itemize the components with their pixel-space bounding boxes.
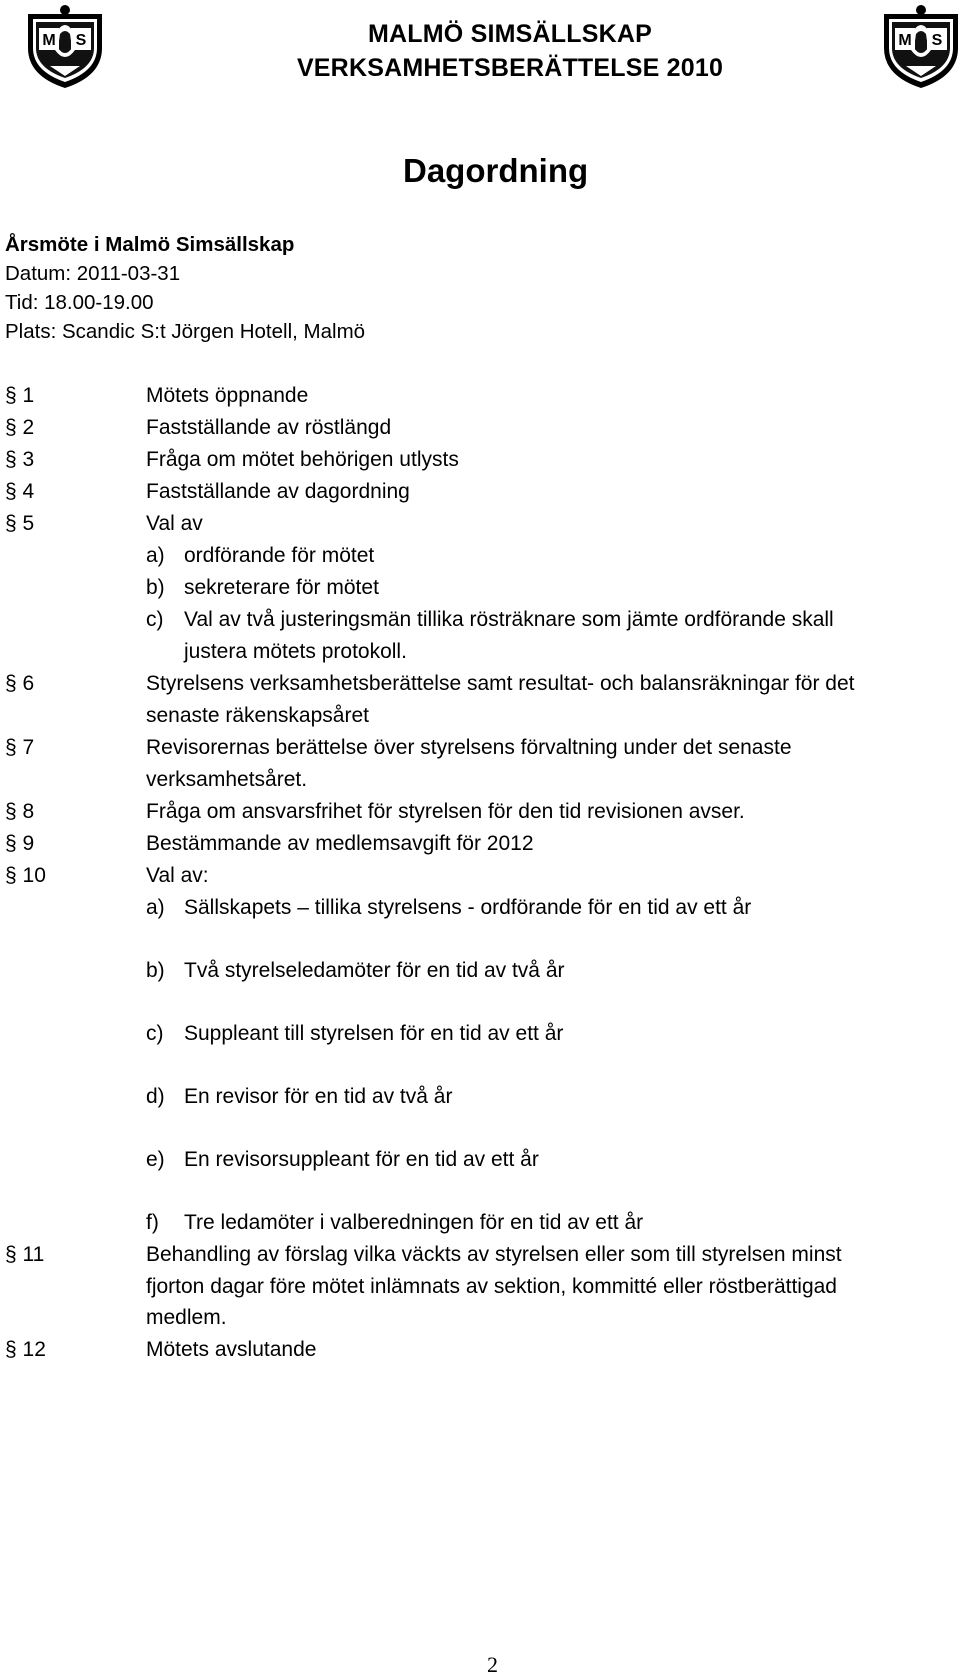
meeting-date: Datum: 2011-03-31 xyxy=(5,262,181,285)
sub-item-text: Suppleant till styrelsen för en tid av ett år xyxy=(184,1022,564,1045)
agenda-item-text xyxy=(146,732,946,795)
agenda-item-text: Fråga om ansvarsfrihet för styrelsen för den tid revisionen avser. xyxy=(146,800,745,823)
sub-item xyxy=(146,1144,946,1176)
agenda-item-text xyxy=(146,668,946,731)
agenda-item-line: senaste räkenskapsåret xyxy=(146,703,369,727)
section-number: § 2 xyxy=(5,416,35,439)
agenda-item-line: Revisorernas berättelse över styrelsens förvaltning under det senaste xyxy=(146,736,792,759)
sub-item xyxy=(146,572,946,604)
section-number: § 11 xyxy=(5,1243,45,1266)
sub-item-label: c) xyxy=(146,608,164,631)
sub-item-text: En revisor för en tid av två år xyxy=(184,1085,453,1108)
section-number: § 1 xyxy=(5,384,35,407)
section-number: § 4 xyxy=(5,480,35,503)
sub-item-label: e) xyxy=(146,1148,165,1171)
agenda-item-line: verksamhetsåret. xyxy=(146,767,308,791)
logo-letter-s: S xyxy=(75,32,87,49)
agenda-item-text xyxy=(146,1239,946,1334)
agenda-item-text: Bestämmande av medlemsavgift för 2012 xyxy=(146,832,534,855)
section-number: § 9 xyxy=(5,832,35,855)
sub-item-label: d) xyxy=(146,1085,165,1108)
sub-item xyxy=(146,1081,946,1113)
club-crest-logo-right xyxy=(876,4,960,90)
agenda-item-line: Behandling av förslag vilka väckts av styrelsen eller som till styrelsen minst xyxy=(146,1243,842,1266)
section-number: § 5 xyxy=(5,512,35,535)
sub-item-label: a) xyxy=(146,544,165,567)
agenda-item-line: medlem. xyxy=(146,1306,227,1329)
page-title: Dagordning xyxy=(403,152,589,189)
section-number: § 7 xyxy=(5,736,35,759)
sub-item-text: Sällskapets – tillika styrelsens - ordförande för en tid av ett år xyxy=(184,896,752,919)
agenda-item-line: Styrelsens verksamhetsberättelse samt resultat- och balansräkningar för det xyxy=(146,672,855,695)
agenda-item-text: Fastställande av röstlängd xyxy=(146,416,392,439)
agenda-item-text: Mötets avslutande xyxy=(146,1338,317,1361)
sub-item-label: b) xyxy=(146,576,165,599)
meeting-time: Tid: 18.00-19.00 xyxy=(5,291,154,314)
sub-item xyxy=(146,1018,946,1050)
meeting-info xyxy=(5,230,365,346)
section-number: § 3 xyxy=(5,448,35,471)
logo-letter-m: M xyxy=(42,32,56,49)
agenda-item-text: Mötets öppnande xyxy=(146,384,309,407)
sub-item-text: Tre ledamöter i valberedningen för en tid av ett år xyxy=(184,1211,644,1234)
page-number: 2 xyxy=(487,1652,498,1677)
sub-item-text: sekreterare för mötet xyxy=(184,576,379,599)
sub-item xyxy=(146,955,946,987)
meeting-heading: Årsmöte i Malmö Simsällskap xyxy=(5,233,295,256)
agenda-item-text: Fastställande av dagordning xyxy=(146,480,410,503)
organization-name: MALMÖ SIMSÄLLSKAP xyxy=(368,20,652,48)
sub-item xyxy=(146,1207,946,1239)
agenda-item-text: Fråga om mötet behörigen utlysts xyxy=(146,448,459,471)
sub-item xyxy=(146,604,946,667)
section-number: § 8 xyxy=(5,800,35,823)
sub-item-label: a) xyxy=(146,896,165,919)
sub-item-label: c) xyxy=(146,1022,164,1045)
sub-item-label: b) xyxy=(146,959,165,982)
section-number: § 6 xyxy=(5,672,35,695)
sub-item-label: f) xyxy=(146,1211,159,1234)
report-title: VERKSAMHETSBERÄTTELSE 2010 xyxy=(296,54,724,82)
sub-item-line: Val av två justeringsmän tillika rösträknare som jämte ordförande skall xyxy=(184,608,834,631)
logo-letter-m: M xyxy=(898,32,912,49)
sub-item-text: ordförande för mötet xyxy=(184,544,375,567)
agenda-item-text: Val av xyxy=(146,512,203,535)
sub-item-text: Två styrelseledamöter för en tid av två år xyxy=(184,959,565,982)
sub-item-line: justera mötets protokoll. xyxy=(184,639,407,663)
agenda-item-line: fjorton dagar före mötet inlämnats av sektion, kommitté eller röstberättigad xyxy=(146,1274,837,1298)
sub-item-text xyxy=(184,604,946,667)
meeting-place: Plats: Scandic S:t Jörgen Hotell, Malmö xyxy=(5,320,366,343)
sub-item-text: En revisorsuppleant för en tid av ett år xyxy=(184,1148,539,1171)
sub-item xyxy=(146,892,946,924)
logo-letter-s: S xyxy=(931,32,943,49)
section-number: § 10 xyxy=(5,864,46,887)
sub-item xyxy=(146,540,946,572)
club-crest-logo-left xyxy=(20,4,110,90)
document-header xyxy=(250,17,770,85)
agenda-item-text: Val av: xyxy=(146,864,209,887)
section-number: § 12 xyxy=(5,1338,46,1361)
